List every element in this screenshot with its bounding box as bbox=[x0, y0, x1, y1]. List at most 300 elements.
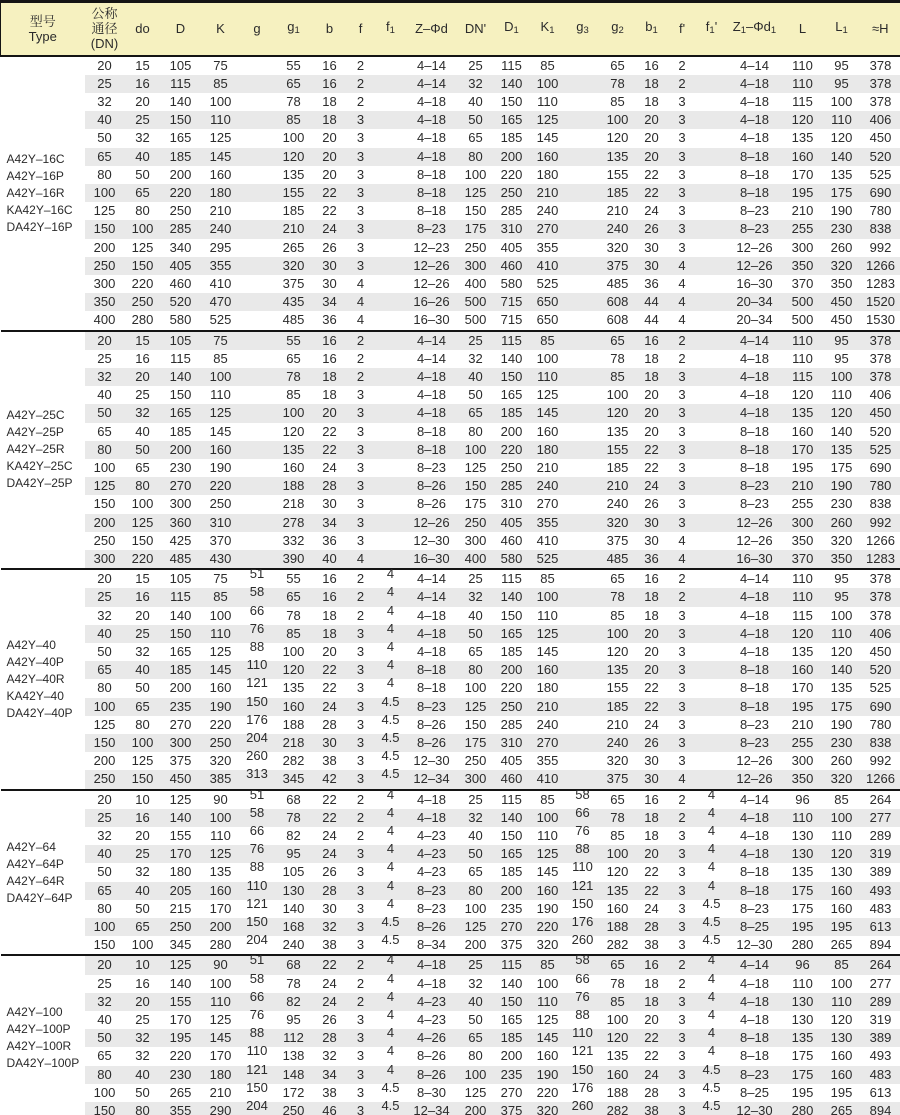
table-cell: 3 bbox=[356, 532, 365, 548]
table-cell bbox=[376, 477, 406, 495]
table-cell: 20 bbox=[85, 331, 125, 350]
table-cell: 25 bbox=[468, 791, 483, 807]
table-cell: 80 bbox=[458, 882, 494, 900]
table-cell: 370 bbox=[209, 532, 232, 548]
table-cell: 220 bbox=[131, 275, 154, 291]
table-cell: 20 bbox=[135, 93, 150, 109]
table-cell: 66 bbox=[575, 970, 590, 986]
table-row bbox=[1, 239, 900, 257]
table-row bbox=[1, 845, 900, 863]
table-cell: 4 bbox=[707, 1007, 716, 1023]
table-cell: 3 bbox=[356, 459, 365, 475]
table-cell: 185 bbox=[500, 644, 523, 659]
table-cell: 8–18 bbox=[740, 864, 769, 880]
table-cell: 140 bbox=[823, 661, 861, 679]
table-cell: 85 bbox=[823, 955, 861, 974]
table-cell: 285 bbox=[161, 220, 201, 238]
table-cell: 170 bbox=[791, 680, 814, 696]
table-cell: 270 bbox=[494, 918, 530, 936]
table-cell: 16 bbox=[314, 331, 346, 350]
table-cell: 32 bbox=[125, 1029, 161, 1047]
table-cell: 100 bbox=[209, 607, 232, 623]
table-cell: 168 bbox=[274, 918, 314, 936]
table-cell: 22 bbox=[644, 864, 659, 880]
table-cell bbox=[566, 550, 600, 569]
table-cell: 100 bbox=[93, 459, 116, 475]
table-cell: 8–26 bbox=[417, 1048, 446, 1064]
table-cell: 240 bbox=[282, 937, 305, 953]
table-cell bbox=[697, 607, 727, 625]
table-cell: 4–18 bbox=[727, 75, 783, 93]
table-cell: 320 bbox=[600, 514, 636, 532]
table-cell: 22 bbox=[314, 955, 346, 974]
table-cell bbox=[697, 111, 727, 129]
table-cell: 310 bbox=[494, 220, 530, 238]
table-cell bbox=[241, 184, 274, 202]
table-cell bbox=[376, 93, 406, 111]
table-cell: 8–18 bbox=[417, 680, 446, 696]
table-row bbox=[1, 368, 900, 386]
table-cell: 112 bbox=[274, 1029, 314, 1047]
model-group bbox=[1, 952, 900, 1115]
table-cell: 66 bbox=[249, 823, 265, 839]
table-cell: 200 bbox=[93, 239, 116, 255]
table-cell: 185 bbox=[500, 864, 523, 880]
table-row bbox=[1, 1047, 900, 1065]
table-cell bbox=[697, 550, 727, 569]
table-cell: 24 bbox=[314, 993, 346, 1011]
table-cell: 15 bbox=[135, 57, 150, 73]
table-cell bbox=[566, 423, 600, 441]
table-cell: 210 bbox=[606, 203, 629, 219]
table-cell: 16–30 bbox=[406, 550, 458, 569]
table-cell bbox=[697, 75, 727, 93]
table-cell: 185 bbox=[494, 1029, 530, 1047]
table-cell bbox=[697, 202, 727, 220]
table-cell: 85 bbox=[274, 625, 314, 643]
table-cell: 650 bbox=[530, 293, 566, 311]
table-cell: 121 bbox=[246, 675, 268, 691]
table-cell: 20 bbox=[125, 993, 161, 1011]
table-cell: 300 bbox=[161, 734, 201, 752]
table-cell: 4–18 bbox=[740, 975, 769, 991]
table-cell: 8–18 bbox=[740, 423, 769, 439]
table-cell: 3 bbox=[678, 680, 686, 696]
table-cell bbox=[566, 257, 600, 275]
table-cell: 12–34 bbox=[406, 1102, 458, 1115]
table-cell: 4 bbox=[346, 293, 376, 311]
table-row bbox=[1, 184, 900, 202]
table-cell: 40 bbox=[458, 368, 494, 386]
table-cell: 125 bbox=[530, 111, 566, 129]
table-cell: 145 bbox=[201, 1029, 241, 1047]
table-cell: 608 bbox=[606, 312, 629, 328]
table-cell: 40 bbox=[85, 625, 125, 643]
table-cell: 4.5 bbox=[381, 932, 400, 948]
table-cell: 160 bbox=[783, 148, 823, 166]
table-cell: 520 bbox=[869, 423, 892, 439]
table-cell: 2 bbox=[356, 607, 365, 623]
model-name: DA42Y–40P bbox=[6, 705, 73, 720]
table-cell: 4 bbox=[707, 859, 716, 875]
table-cell: 389 bbox=[861, 1029, 900, 1047]
table-cell: 218 bbox=[282, 496, 305, 512]
table-cell: 8–18 bbox=[727, 698, 783, 716]
table-cell: 140 bbox=[823, 148, 861, 166]
table-cell: 175 bbox=[830, 459, 853, 475]
table-cell: 24 bbox=[636, 1066, 668, 1084]
table-cell: 300 bbox=[464, 532, 487, 548]
table-cell bbox=[697, 93, 727, 111]
table-cell: 80 bbox=[125, 477, 161, 495]
table-cell bbox=[566, 293, 600, 311]
table-cell: 40 bbox=[125, 148, 161, 166]
table-cell: 4 bbox=[697, 955, 727, 974]
table-cell: 150 bbox=[85, 734, 125, 752]
column-header-g3: $g_3$ bbox=[566, 2, 600, 56]
table-cell: 65 bbox=[125, 918, 161, 936]
table-cell: 4–18 bbox=[727, 111, 783, 129]
table-cell: 20 bbox=[644, 1012, 659, 1028]
table-cell: 4–18 bbox=[417, 387, 446, 403]
table-cell: 125 bbox=[536, 387, 559, 403]
table-cell: 313 bbox=[241, 770, 274, 789]
table-cell: 3 bbox=[668, 882, 697, 900]
table-cell: 50 bbox=[85, 1029, 125, 1047]
table-cell: 3 bbox=[356, 423, 365, 439]
table-cell bbox=[697, 752, 727, 770]
table-cell: 135 bbox=[600, 148, 636, 166]
table-cell: 3 bbox=[678, 864, 686, 880]
table-cell: 125 bbox=[458, 698, 494, 716]
table-cell: 485 bbox=[600, 550, 636, 569]
table-cell: 65 bbox=[468, 864, 483, 880]
table-cell: 4–14 bbox=[740, 571, 769, 587]
table-cell bbox=[566, 75, 600, 93]
table-cell: 51 bbox=[249, 786, 265, 802]
table-cell: 650 bbox=[536, 312, 559, 328]
table-cell: 18 bbox=[644, 607, 659, 623]
table-cell: 160 bbox=[536, 1048, 559, 1064]
table-cell: 26 bbox=[322, 864, 337, 880]
table-row bbox=[1, 918, 900, 936]
table-cell: 295 bbox=[209, 239, 232, 255]
table-cell: 160 bbox=[201, 882, 241, 900]
table-cell: 50 bbox=[125, 441, 161, 459]
table-cell bbox=[376, 111, 406, 129]
model-name: KA42Y–25C bbox=[6, 459, 73, 474]
table-cell bbox=[566, 350, 600, 368]
table-cell: 125 bbox=[536, 1012, 559, 1028]
table-cell: 22 bbox=[636, 698, 668, 716]
table-cell: 8–26 bbox=[417, 716, 446, 732]
table-cell: 170 bbox=[161, 845, 201, 863]
table-row bbox=[1, 900, 900, 918]
table-cell: 4.5 bbox=[697, 918, 727, 936]
table-cell: 100 bbox=[600, 845, 636, 863]
column-header-L: L bbox=[783, 2, 823, 56]
table-cell: 34 bbox=[314, 293, 346, 311]
table-cell: 78 bbox=[610, 350, 625, 366]
table-cell: 30 bbox=[644, 532, 659, 548]
table-cell: 110 bbox=[530, 993, 566, 1011]
table-cell: 100 bbox=[125, 220, 161, 238]
table-cell: 65 bbox=[468, 644, 483, 659]
table-cell: 210 bbox=[209, 203, 232, 219]
table-cell: 100 bbox=[209, 93, 232, 109]
table-cell: 190 bbox=[830, 203, 853, 219]
table-cell: 105 bbox=[282, 864, 305, 880]
table-cell bbox=[566, 752, 600, 770]
table-cell bbox=[241, 56, 274, 75]
table-cell: 110 bbox=[246, 1043, 268, 1059]
table-cell: 40 bbox=[97, 387, 112, 403]
table-cell: 2 bbox=[678, 350, 686, 366]
table-cell: 32 bbox=[97, 828, 112, 844]
table-cell: 3 bbox=[678, 828, 686, 844]
table-cell: 3 bbox=[668, 368, 697, 386]
table-cell: 8–23 bbox=[417, 900, 446, 916]
table-cell: 4–18 bbox=[417, 93, 446, 109]
table-cell: 76 bbox=[575, 823, 590, 839]
table-cell: 200 bbox=[500, 1048, 523, 1064]
table-cell: 4–18 bbox=[417, 130, 446, 146]
table-cell: 155 bbox=[606, 166, 629, 182]
table-cell: 110 bbox=[831, 828, 852, 844]
table-cell: 135 bbox=[606, 1048, 629, 1064]
table-cell: 65 bbox=[610, 791, 625, 807]
table-cell bbox=[376, 220, 406, 238]
table-cell: 120 bbox=[606, 644, 629, 659]
table-cell: 18 bbox=[314, 111, 346, 129]
table-cell bbox=[697, 293, 727, 311]
table-cell: 16 bbox=[322, 571, 337, 587]
table-cell: 235 bbox=[161, 698, 201, 716]
table-cell: 100 bbox=[458, 1066, 494, 1084]
table-cell bbox=[697, 459, 727, 477]
table-cell: 1283 bbox=[861, 550, 900, 569]
table-cell: 26 bbox=[636, 734, 668, 752]
table-cell: 2 bbox=[356, 975, 365, 991]
table-cell bbox=[566, 441, 600, 459]
table-cell: 135 bbox=[600, 882, 636, 900]
table-cell: 150 bbox=[125, 257, 161, 275]
table-cell: 125 bbox=[201, 845, 241, 863]
table-cell bbox=[697, 441, 727, 459]
table-cell: 260 bbox=[830, 239, 853, 255]
table-cell: 992 bbox=[861, 514, 900, 532]
table-cell: 16 bbox=[125, 809, 161, 827]
table-cell bbox=[697, 514, 727, 532]
table-cell bbox=[697, 477, 727, 495]
table-cell: 145 bbox=[201, 661, 241, 679]
table-cell: 320 bbox=[536, 937, 559, 953]
table-cell bbox=[566, 514, 600, 532]
table-cell: 100 bbox=[530, 809, 566, 827]
table-cell: 155 bbox=[274, 184, 314, 202]
table-cell: 4 bbox=[386, 895, 395, 911]
table-cell bbox=[241, 220, 274, 238]
table-cell: 3 bbox=[346, 404, 376, 422]
column-header-D: D bbox=[161, 2, 201, 56]
table-cell: 140 bbox=[169, 975, 192, 991]
table-cell: 4 bbox=[678, 532, 686, 548]
table-cell: 3 bbox=[346, 1029, 376, 1047]
table-row bbox=[1, 993, 900, 1011]
table-cell: 12–26 bbox=[413, 275, 450, 291]
table-cell: 125 bbox=[131, 753, 154, 769]
table-row bbox=[1, 257, 900, 275]
table-cell: 265 bbox=[823, 1102, 861, 1115]
table-cell: 250 bbox=[85, 257, 125, 275]
table-cell: 195 bbox=[783, 184, 823, 202]
table-cell: 405 bbox=[494, 514, 530, 532]
table-cell: 220 bbox=[169, 1048, 192, 1064]
table-row bbox=[1, 550, 900, 569]
table-cell: 150 bbox=[500, 93, 523, 109]
table-cell: 350 bbox=[791, 532, 814, 548]
table-cell: 32 bbox=[322, 1048, 337, 1064]
table-cell: 78 bbox=[600, 75, 636, 93]
table-row bbox=[1, 129, 900, 147]
table-cell: 12–30 bbox=[736, 937, 773, 953]
table-cell: 8–26 bbox=[406, 918, 458, 936]
table-cell: 115 bbox=[501, 57, 522, 73]
table-cell bbox=[376, 239, 406, 257]
table-cell: 135 bbox=[209, 864, 232, 880]
table-cell: 65 bbox=[85, 661, 125, 679]
table-cell: 3 bbox=[346, 698, 376, 716]
table-cell: 100 bbox=[282, 130, 305, 146]
table-cell: 12–30 bbox=[413, 532, 450, 548]
table-cell: 85 bbox=[530, 331, 566, 350]
column-header-dn bbox=[85, 2, 125, 56]
table-cell: 175 bbox=[791, 1048, 814, 1064]
table-cell: 165 bbox=[161, 404, 201, 422]
table-cell: 838 bbox=[861, 734, 900, 752]
table-cell: 185 bbox=[600, 698, 636, 716]
table-cell: 195 bbox=[783, 698, 823, 716]
table-cell: 110 bbox=[823, 993, 861, 1011]
table-cell: 4–18 bbox=[406, 368, 458, 386]
table-cell: 210 bbox=[209, 1084, 232, 1100]
table-cell: 100 bbox=[530, 588, 566, 606]
table-cell: 16 bbox=[644, 571, 659, 587]
table-cell: 95 bbox=[834, 350, 849, 366]
table-cell: 210 bbox=[783, 477, 823, 495]
table-cell: 18 bbox=[644, 828, 659, 844]
table-cell: 25 bbox=[125, 111, 161, 129]
table-cell: 483 bbox=[861, 1066, 900, 1084]
table-cell: 50 bbox=[135, 680, 150, 696]
table-cell: 100 bbox=[464, 680, 487, 696]
table-cell: 20 bbox=[135, 828, 150, 844]
table-row bbox=[1, 1066, 900, 1084]
table-cell: 24 bbox=[322, 828, 337, 844]
table-cell: 8–25 bbox=[740, 1084, 769, 1100]
table-cell: 3 bbox=[356, 387, 365, 403]
table-cell: 130 bbox=[274, 882, 314, 900]
table-cell: 8–23 bbox=[406, 220, 458, 238]
table-cell: 230 bbox=[830, 496, 853, 512]
table-cell: 22 bbox=[644, 1048, 659, 1064]
table-cell bbox=[376, 350, 406, 368]
table-cell: 300 bbox=[93, 275, 116, 291]
table-cell: 25 bbox=[125, 845, 161, 863]
column-header-f: f bbox=[346, 2, 376, 56]
table-cell bbox=[376, 129, 406, 147]
table-cell: 110 bbox=[783, 588, 823, 606]
table-cell: 493 bbox=[869, 1048, 892, 1064]
table-cell: 100 bbox=[131, 937, 154, 953]
table-cell: 2 bbox=[668, 809, 697, 827]
table-cell: 100 bbox=[606, 387, 629, 403]
table-cell: 20–34 bbox=[727, 293, 783, 311]
model-name: A42Y–100R bbox=[6, 1039, 72, 1054]
table-cell: 3 bbox=[678, 130, 686, 146]
table-cell: 185 bbox=[494, 404, 530, 422]
table-cell: 4 bbox=[386, 602, 395, 618]
table-cell: 22 bbox=[636, 1029, 668, 1047]
table-cell: 175 bbox=[464, 496, 487, 512]
table-cell: 75 bbox=[213, 571, 228, 587]
table-cell: 8–34 bbox=[417, 937, 446, 953]
table-cell: 389 bbox=[869, 864, 892, 880]
table-cell bbox=[697, 625, 727, 643]
column-header-k1: $K_1$ bbox=[530, 2, 566, 56]
table-cell: 2 bbox=[356, 350, 365, 366]
table-cell: 2 bbox=[346, 588, 376, 606]
table-cell: 25 bbox=[85, 809, 125, 827]
table-cell: 150 bbox=[494, 368, 530, 386]
table-cell: 115 bbox=[161, 75, 201, 93]
table-cell: 2 bbox=[346, 75, 376, 93]
table-cell: 4 bbox=[346, 550, 376, 569]
table-cell: 155 bbox=[606, 680, 629, 696]
table-cell: 40 bbox=[97, 1012, 112, 1028]
table-cell: 580 bbox=[169, 312, 192, 328]
table-cell: 4 bbox=[707, 970, 716, 986]
table-cell: 200 bbox=[494, 148, 530, 166]
table-cell: 85 bbox=[201, 588, 241, 606]
table-cell: 121 bbox=[571, 1043, 594, 1059]
table-cell: 140 bbox=[161, 809, 201, 827]
table-cell: 170 bbox=[783, 441, 823, 459]
table-cell: 100 bbox=[530, 75, 566, 93]
table-cell: 165 bbox=[494, 111, 530, 129]
column-header-f1-prime: $f_1'$ bbox=[697, 2, 727, 56]
table-cell: 75 bbox=[213, 57, 228, 73]
table-cell: 240 bbox=[536, 203, 559, 219]
table-cell: 3 bbox=[346, 770, 376, 789]
table-cell: 608 bbox=[600, 293, 636, 311]
table-cell: 3 bbox=[678, 203, 686, 219]
table-cell: 4 bbox=[678, 312, 686, 328]
table-cell: 85 bbox=[540, 57, 555, 73]
table-cell: 3 bbox=[678, 239, 686, 255]
table-cell: 150 bbox=[241, 918, 274, 936]
table-cell: 320 bbox=[823, 257, 861, 275]
table-cell: 125 bbox=[161, 955, 201, 974]
table-cell: 65 bbox=[274, 588, 314, 606]
table-cell: 425 bbox=[169, 532, 192, 548]
table-cell: 3 bbox=[668, 1066, 697, 1084]
table-cell: 4–23 bbox=[417, 1012, 446, 1028]
table-cell: 180 bbox=[536, 166, 559, 182]
table-cell: 115 bbox=[501, 791, 522, 807]
table-row bbox=[1, 75, 900, 93]
table-cell bbox=[697, 588, 727, 606]
